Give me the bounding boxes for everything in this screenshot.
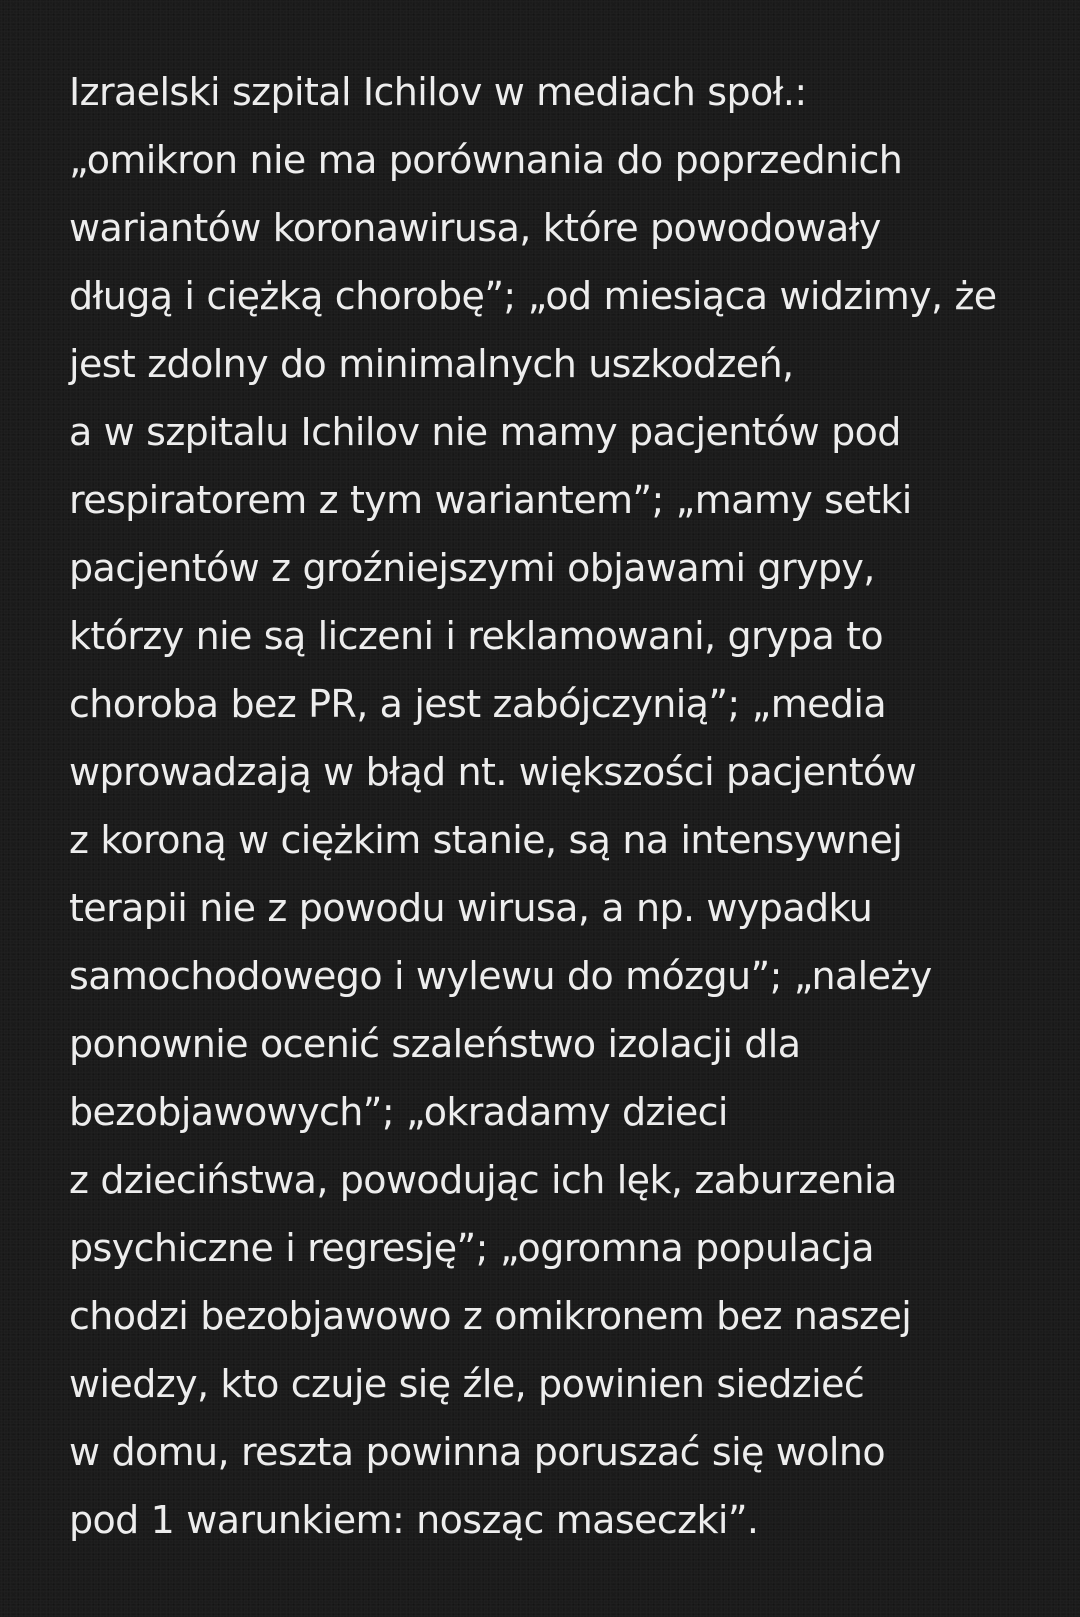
text-line: z dzieciństwa, powodując ich lęk, zaburzenia [69,1158,897,1202]
text-line: terapii nie z powodu wirusa, a np. wypadku [69,886,873,930]
text-line: wiedzy, kto czuje się źle, powinien siedzieć [69,1362,865,1406]
text-line: jest zdolny do minimalnych uszkodzeń, [69,342,794,386]
text-line: długą i ciężką chorobę”; „od miesiąca widzimy, że [69,274,997,318]
text-line: chodzi bezobjawowo z omikronem bez naszej [69,1294,912,1338]
text-line: samochodowego i wylewu do mózgu”; „należy [69,954,932,998]
text-line: „omikron nie ma porównania do poprzednich [69,138,903,182]
text-line: wariantów koronawirusa, które powodowały [69,206,881,250]
quote-text [69,58,1040,1554]
text-line: choroba bez PR, a jest zabójczynią”; „media [69,682,887,726]
text-line: w domu, reszta powinna poruszać się wolno [69,1430,886,1474]
text-line: respiratorem z tym wariantem”; „mamy setki [69,478,912,522]
text-line: psychiczne i regresję”; „ogromna populacja [69,1226,874,1270]
text-line: z koroną w ciężkim stanie, są na intensywnej [69,818,903,862]
text-line: którzy nie są liczeni i reklamowani, grypa to [69,614,884,658]
text-line: ponownie ocenić szaleństwo izolacji dla [69,1022,801,1066]
text-line: a w szpitalu Ichilov nie mamy pacjentów pod [69,410,901,454]
text-line: pacjentów z groźniejszymi objawami grypy, [69,546,875,590]
text-line: bezobjawowych”; „okradamy dzieci [69,1090,728,1134]
text-line: pod 1 warunkiem: nosząc maseczki”. [69,1498,759,1542]
text-line: Izraelski szpital Ichilov w mediach społ.: [69,70,807,114]
text-line: wprowadzają w błąd nt. większości pacjentów [69,750,917,794]
